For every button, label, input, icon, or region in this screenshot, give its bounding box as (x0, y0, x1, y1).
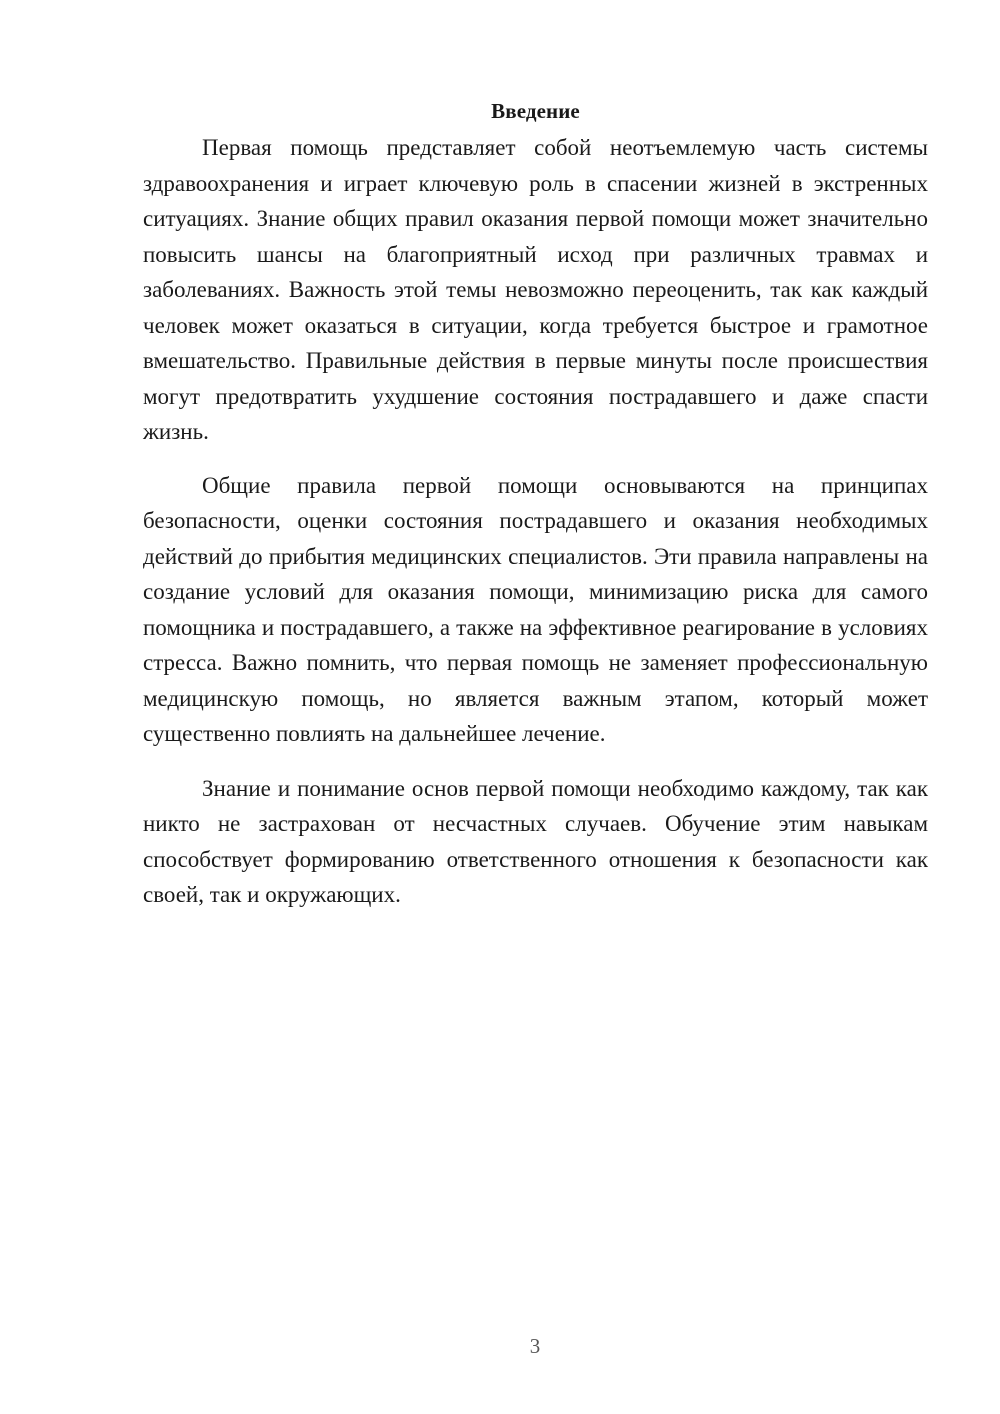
paragraph: Первая помощь представляет собой неотъемлемую часть системы здравоохранения и играет ключевую роль в спасении жизней в экстренных ситуациях. Знание общих правил оказания первой помощи может значительно повысить шансы на благоприятный исход при различных травмах и заболеваниях. Важность этой темы невозможно переоценить, так как каждый человек может оказаться в ситуации, когда требуется быстрое и грамотное вмешательство. Правильные действия в первые минуты после происшествия могут предотвратить ухудшение состояния пострадавшего и даже спасти жизнь. (143, 135, 928, 444)
page-number: 3 (529, 1334, 541, 1358)
paragraph: Знание и понимание основ первой помощи необходимо каждому, так как никто не застрахован от несчастных случаев. Обучение этим навыкам способствует формированию ответственного отношения к безопасности как своей, так и окружающих. (143, 775, 928, 907)
page-content (143, 94, 928, 913)
paragraph: Общие правила первой помощи основываются на принципах безопасности, оценки состояния пострадавшего и оказания необходимых действий до прибытия медицинских специалистов. Эти правила направлены на создание условий для оказания помощи, минимизацию риска для самого помощника и пострадавшего, а также на эффективное реагирование в условиях стресса. Важно помнить, что первая помощь не заменяет профессиональную медицинскую помощь, но является важным этапом, который может существенно повлиять на дальнейшее лечение. (143, 472, 928, 746)
section-title: Введение (491, 99, 580, 123)
